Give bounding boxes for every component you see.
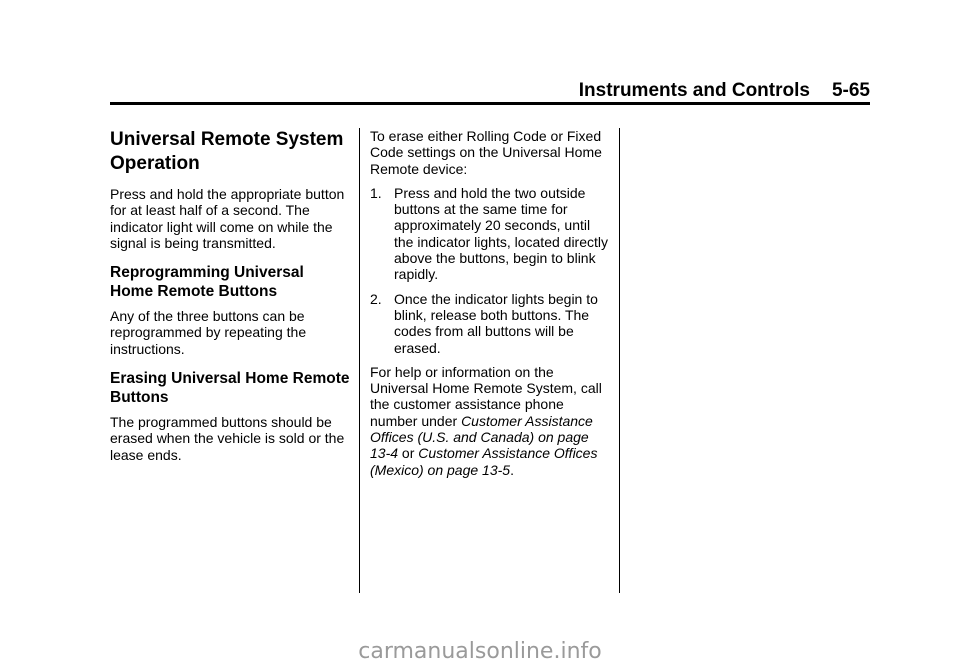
- erasing-paragraph: The programmed buttons should be erased when the vehicle is sold or the lease ends.: [110, 414, 345, 463]
- erase-steps-list: [370, 185, 610, 356]
- watermark: carmanualsonline.info: [358, 639, 602, 664]
- cross-reference-link[interactable]: Customer Assistance Offices (Mexico) on page 13-5: [370, 445, 598, 478]
- subheading-erasing: Erasing Universal Home Remote Buttons: [110, 370, 350, 407]
- reprogramming-paragraph: Any of the three buttons can be reprogrammed by repeating the instructions.: [110, 308, 307, 357]
- page-header: [110, 80, 870, 104]
- help-prefix: For help or information on the Universal Home Remote System, call the customer assistance phone number under: [370, 363, 602, 429]
- subheading-reprogramming: Reprogramming Universal Home Remote Buttons: [110, 264, 304, 301]
- help-end: .: [510, 461, 514, 478]
- column-divider: [359, 128, 360, 593]
- cross-reference-link[interactable]: Customer Assistance Offices (U.S. and Canada) on page 13-4: [370, 412, 593, 462]
- page-number: 5-65: [831, 80, 870, 101]
- header-text: [579, 80, 870, 102]
- list-item: [370, 291, 610, 356]
- intro-paragraph: Press and hold the appropriate button for at least half of a second. The indicator light will come on while the signal is being transmitted.: [110, 186, 345, 251]
- column-2: [370, 128, 610, 486]
- step-number: 1.: [370, 184, 382, 201]
- list-item: [370, 185, 610, 283]
- column-1: [110, 128, 350, 471]
- header-rule: [110, 102, 870, 105]
- help-paragraph: [370, 364, 610, 478]
- help-mid: or: [398, 445, 419, 462]
- header-title: Instruments and Controls: [578, 80, 810, 101]
- step-text: Once the indicator lights begin to blink, release both buttons. The codes from all buttons will be erased.: [394, 290, 598, 356]
- erase-intro-paragraph: To erase either Rolling Code or Fixed Code settings on the Universal Home Remote device:: [370, 128, 602, 177]
- step-number: 2.: [370, 290, 382, 307]
- column-divider: [619, 128, 620, 593]
- step-text: Press and hold the two outside buttons at the same time for approximately 20 seconds, until the indicator lights, located directly above the buttons, begin to blink rapidly.: [394, 184, 608, 283]
- section-heading: Universal Remote System Operation: [110, 129, 344, 174]
